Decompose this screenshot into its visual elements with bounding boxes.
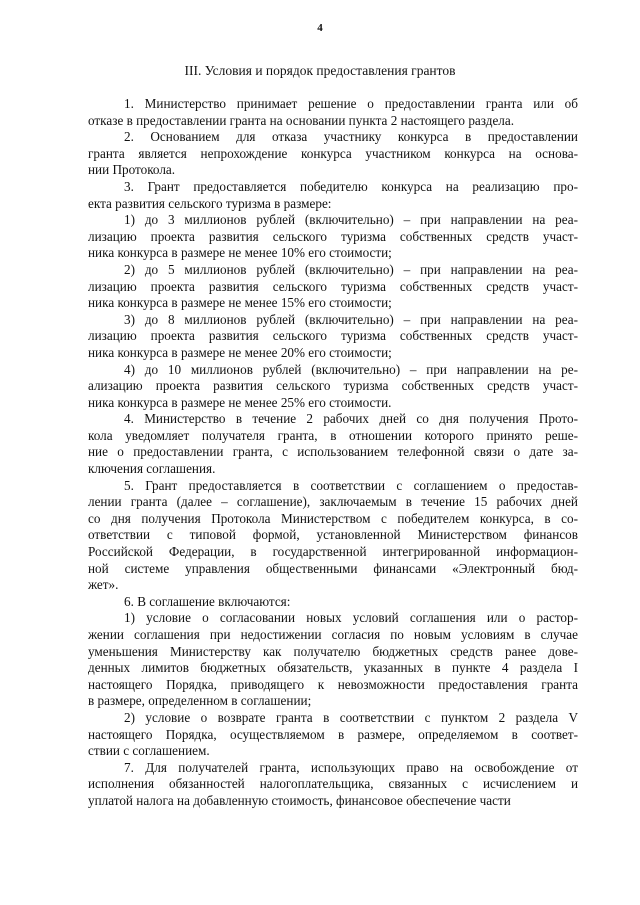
text-line: ключения соглашения. [88, 461, 216, 477]
section-body [88, 96, 578, 810]
text-line: Российской Федерации, в государственной интегрированной информацион- [88, 544, 578, 560]
text-line: ника конкурса в размере не менее 15% его стоимости; [88, 295, 392, 311]
text-line: лении гранта (далее – соглашение), заключаемым в течение 15 рабочих дней [88, 494, 578, 510]
text-line: ствии с соглашением. [88, 743, 210, 759]
paragraph [88, 594, 578, 611]
text-line: со дня получения Протокола Министерством с победителем конкурса, в со- [88, 510, 578, 526]
text-line: исполнения обязанностей налогоплательщика, связанных с исчислением и [88, 776, 578, 792]
text-line: гранта является непрохождение конкурса участником конкурса на основа- [88, 145, 578, 161]
text-line: настоящего Порядка, осуществляемом в размере, определяемом в соответ- [88, 726, 578, 742]
text-line: лизацию проекта развития сельского туризма собственных средств участ- [88, 328, 578, 344]
text-line: 1) до 3 миллионов рублей (включительно) – при направлении на реа- [124, 212, 578, 228]
paragraph [88, 312, 578, 362]
text-line: лизацию проекта развития сельского туризма собственных средств участ- [88, 228, 578, 244]
text-line: екта развития сельского туризма в размере: [88, 195, 332, 211]
text-line: 4) до 10 миллионов рублей (включительно) – при направлении на ре- [124, 361, 578, 377]
text-line: 5. Грант предоставляется в соответствии с соглашением о предостав- [124, 477, 578, 493]
text-line: 4. Министерство в течение 2 рабочих дней со дня получения Прото- [124, 411, 578, 427]
text-line: 1) условие о согласовании новых условий соглашения или о растор- [124, 610, 578, 626]
text-line: ника конкурса в размере не менее 25% его стоимости. [88, 394, 392, 410]
paragraph [88, 710, 578, 760]
text-line: уменьшения Министерству как получателю бюджетных средств ранее дове- [88, 643, 578, 659]
text-line: 7. Для получателей гранта, использующих право на освобождение от [124, 759, 578, 775]
text-line: жении соглашения при недостижении согласия по новым условиям в случае [88, 627, 578, 642]
paragraph [88, 179, 578, 212]
paragraph [88, 610, 578, 710]
paragraph [88, 262, 578, 312]
text-line: 3) до 8 миллионов рублей (включительно) – при направлении на реа- [124, 311, 578, 327]
paragraph [88, 411, 578, 477]
text-line: ной системе управления общественными финансами «Электронный бюд- [88, 560, 578, 576]
text-line: ника конкурса в размере не менее 20% его стоимости; [88, 344, 392, 360]
paragraph [88, 212, 578, 262]
text-line: ализацию проекта развития сельского туризма собственных средств участ- [88, 378, 578, 394]
text-line: кола уведомляет получателя гранта, в отношении которого принято реше- [88, 427, 578, 443]
text-line: 3. Грант предоставляется победителю конкурса на реализацию про- [124, 178, 578, 194]
text-line: ника конкурса в размере не менее 10% его стоимости; [88, 245, 392, 261]
section-heading: III. Условия и порядок предоставления грантов [184, 63, 456, 78]
paragraph [88, 760, 578, 810]
text-line: уплатой налога на добавленную стоимость, финансовое обеспечение части [88, 792, 511, 808]
text-line: 2. Основанием для отказа участнику конкурса в предоставлении [124, 129, 578, 145]
text-line: 2) условие о возврате гранта в соответствии с пунктом 2 раздела V [124, 709, 578, 725]
text-line: денных лимитов бюджетных обязательств, указанных в пункте 4 раздела I [88, 660, 578, 676]
text-line: лизацию проекта развития сельского туризма собственных средств участ- [88, 278, 578, 294]
page-number: 4 [317, 22, 323, 34]
text-line: ние о предоставлении гранта, с использованием телефонной связи о дате за- [88, 444, 578, 460]
paragraph [88, 478, 578, 594]
text-line: настоящего Порядка, приводящего к невозможности предоставления гранта [88, 676, 578, 692]
paragraph [88, 129, 578, 179]
text-line: 1. Министерство принимает решение о предоставлении гранта или об [124, 96, 578, 111]
paragraph [88, 362, 578, 412]
text-line: отказе в предоставлении гранта на основании пункта 2 настоящего раздела. [88, 112, 515, 128]
text-line: ответствии с типовой формой, установленной Министерством финансов [88, 527, 578, 543]
text-line: 2) до 5 миллионов рублей (включительно) – при направлении на реа- [124, 261, 578, 277]
text-line: в размере, определенном в соглашении; [88, 693, 312, 709]
text-line: нии Протокола. [88, 162, 176, 178]
text-line: жет». [88, 577, 119, 593]
text-line: 6. В соглашение включаются: [124, 593, 291, 609]
paragraph [88, 96, 578, 129]
